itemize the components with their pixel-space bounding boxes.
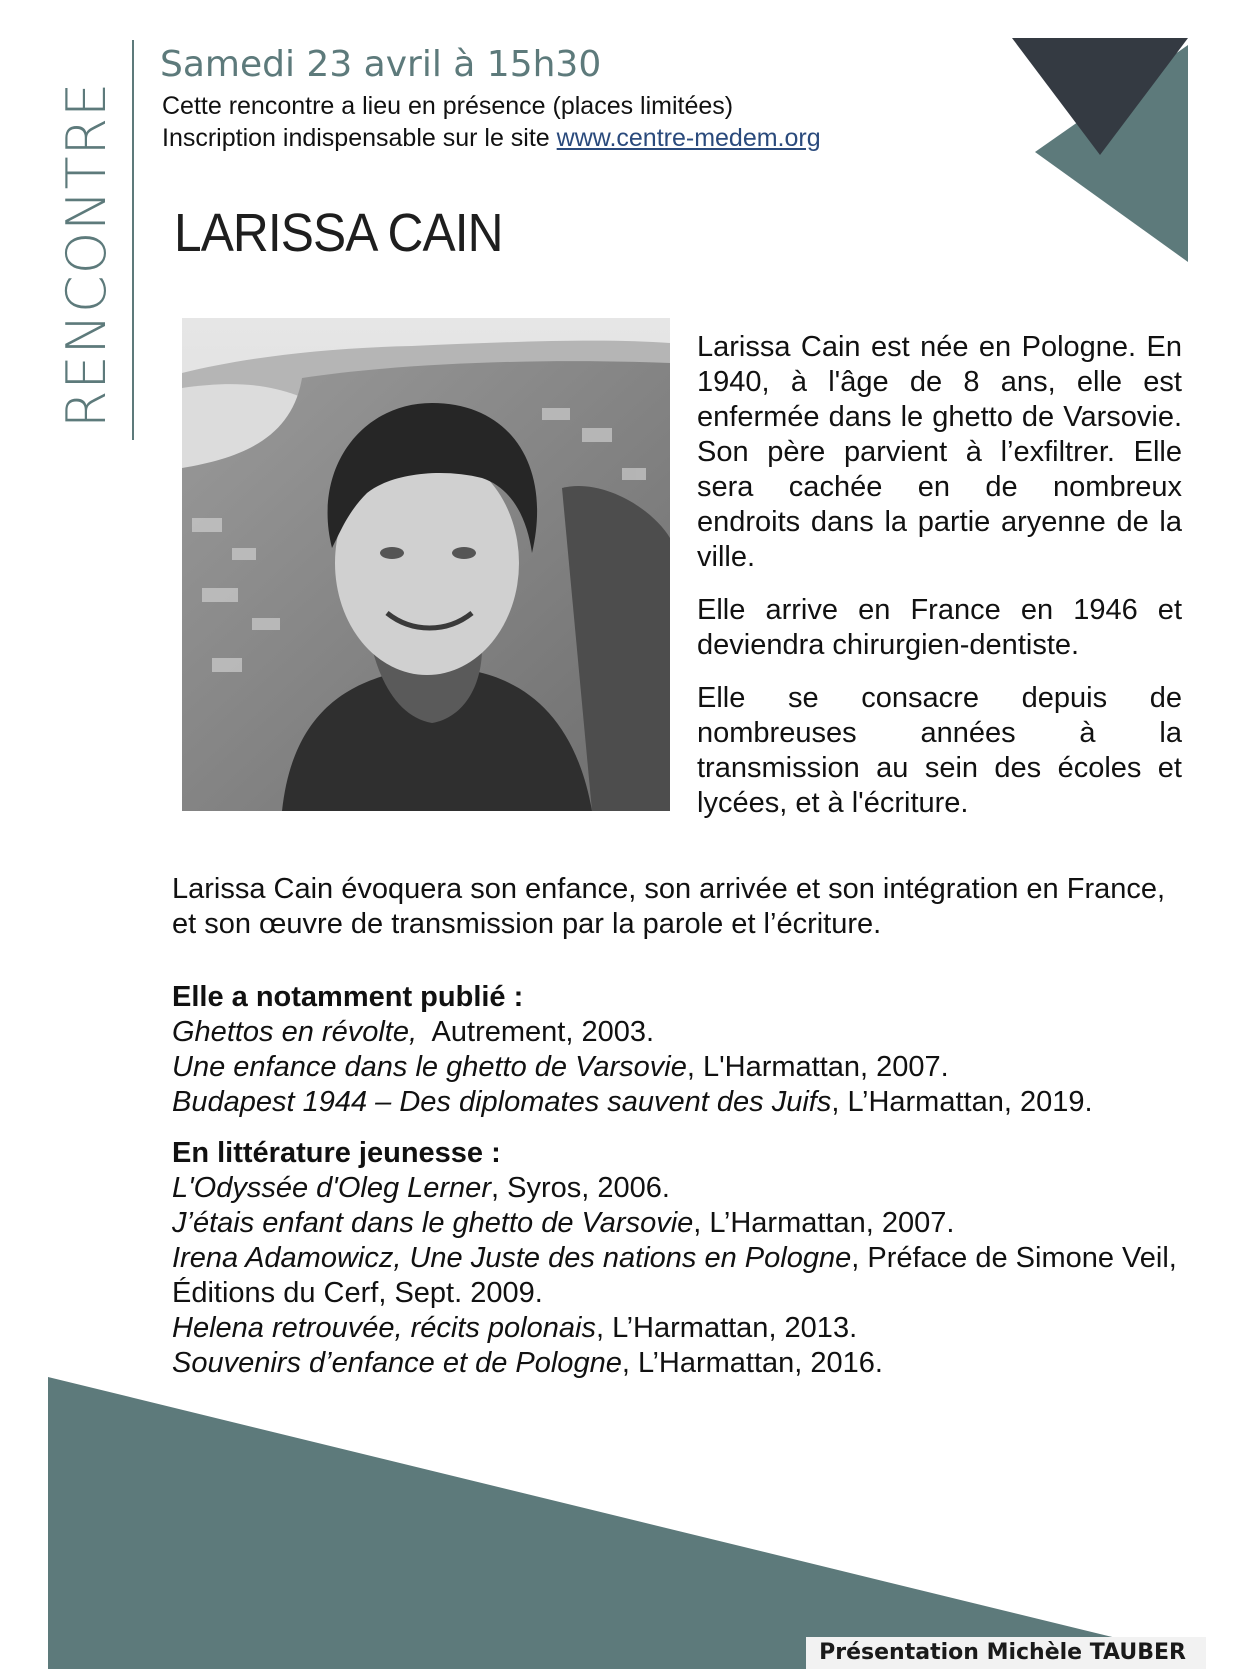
speaker-name: LARISSA CAIN [174,203,503,263]
publication-item [172,1311,1182,1346]
bottom-teal-band [48,1377,1190,1669]
bio-paragraph: Elle arrive en France en 1946 et deviendra chirurgien-dentiste. [697,594,1182,661]
publication-item [172,1085,1182,1120]
inscription-prefix: Inscription indispensable sur le site [162,124,557,152]
publication-item [172,1015,1182,1050]
bio-paragraph: Larissa Cain est née en Pologne. En 1940, à l'âge de 8 ans, elle est enfermée dans le ghetto de Varsovie. Son père parvient à l’exfiltrer. Elle sera cachée en de nombreux endroits dans la partie aryenne de la ville. [697,331,1182,573]
publication-details: , Syros, 2006. [490,1172,670,1204]
publication-item [172,1050,1182,1085]
publication-title: Irena Adamowicz, Une Juste des nations en Pologne [172,1242,852,1274]
publication-details: , L’Harmattan, 2016. [621,1347,883,1379]
website-link[interactable]: www.centre-medem.org [556,124,821,152]
publication-details: , L'Harmattan, 2007. [686,1051,949,1083]
publication-title: J’étais enfant dans le ghetto de Varsovie [172,1207,694,1239]
publication-title: Une enfance dans le ghetto de Varsovie [172,1051,687,1083]
publication-title: Souvenirs d’enfance et de Pologne [172,1347,622,1379]
publication-details: , L’Harmattan, 2013. [595,1312,858,1344]
publication-item [172,1241,1182,1311]
publications-section [172,980,1182,1381]
biography [697,330,1182,839]
youth-heading: En littérature jeunesse : [172,1137,501,1169]
publications-heading: Elle a notamment publié : [172,981,524,1013]
presentation-credit: Présentation Michèle TAUBER [806,1637,1206,1669]
publication-title: Ghettos en révolte, [172,1016,418,1048]
publication-details: , Préface de Simone Veil, Éditions du Cerf, Sept. 2009. [172,1242,1177,1309]
bio-paragraph: Elle se consacre depuis de nombreuses années à la transmission au sein des écoles et lycées, et à l'écriture. [697,682,1182,819]
presence-note: Cette rencontre a lieu en présence (places limitées) [162,92,734,120]
inscription-note [162,124,821,153]
publication-item [172,1171,1182,1206]
vertical-divider [132,40,134,440]
publication-item [172,1206,1182,1241]
publication-details: , L’Harmattan, 2019. [831,1086,1093,1118]
portrait-photo [182,318,670,811]
publication-title: Helena retrouvée, récits polonais [172,1312,596,1344]
publication-details: , L’Harmattan, 2007. [693,1207,955,1239]
publication-item [172,1346,1182,1381]
vertical-rencontre-label: RENCONTRE [55,81,118,428]
event-date: Samedi 23 avril à 15h30 [160,44,602,85]
publication-title: Budapest 1944 – Des diplomates sauvent des Juifs [172,1086,832,1118]
publication-title: L'Odyssée d'Oleg Lerner [172,1172,491,1204]
publication-details: Autrement, 2003. [417,1016,655,1048]
event-summary: Larissa Cain évoquera son enfance, son arrivée et son intégration en France, et son œuvre de transmission par la parole et l’écriture. [172,873,1166,940]
